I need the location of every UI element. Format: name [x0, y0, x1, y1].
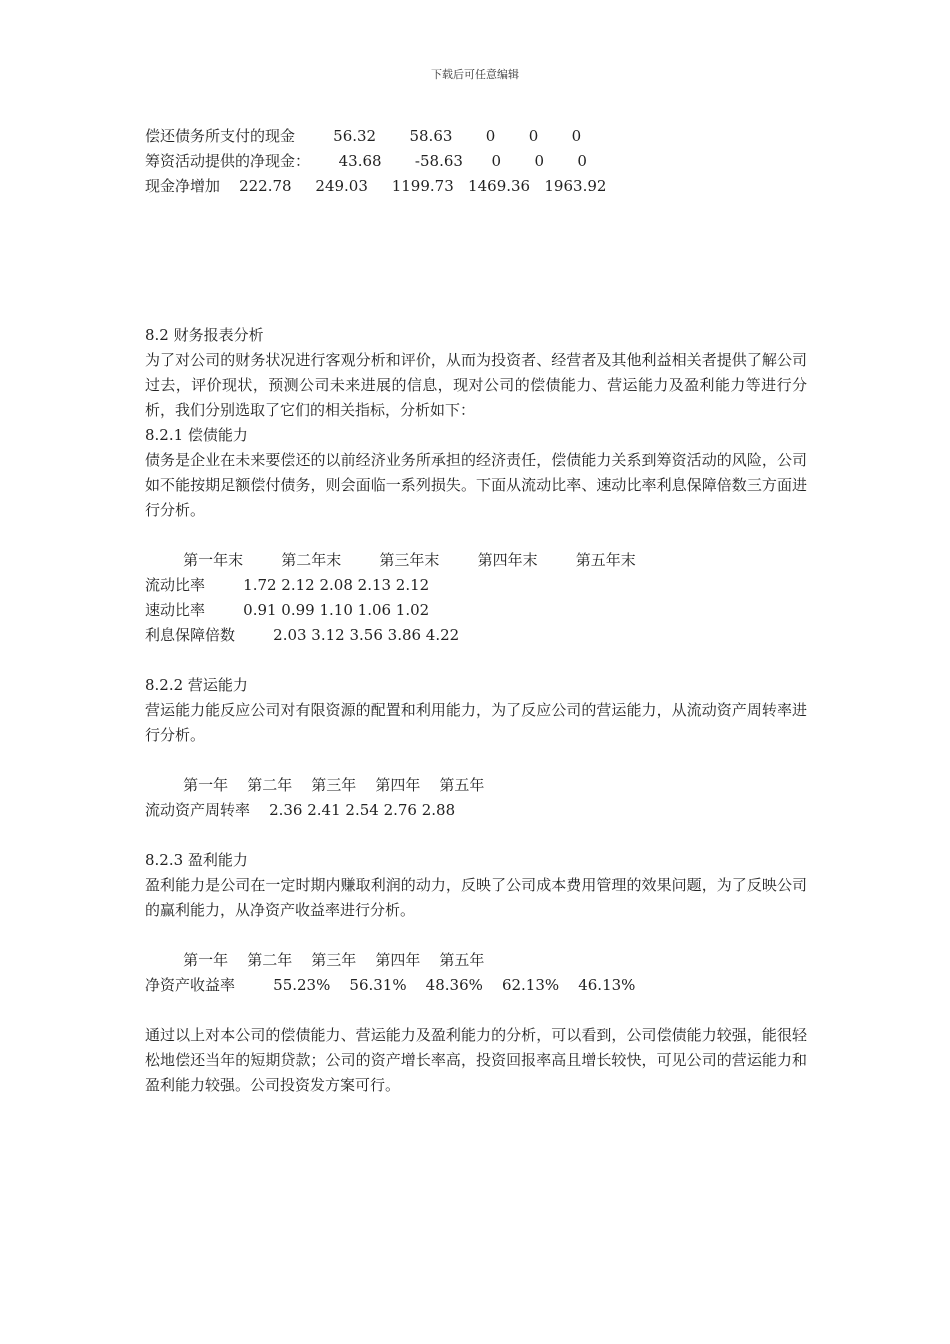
conclusion-paragraph: 通过以上对本公司的偿债能力、营运能力及盈利能力的分析，可以看到，公司偿债能力较强，能很轻松地偿还当年的短期贷款；公司的资产增长率高，投资回报率高且增长较快，可见公司的营运能力和盈利能力较强。公司投资发方案可行。: [145, 1026, 807, 1094]
section-title-8-2-3: 8.2.3 盈利能力: [145, 851, 248, 869]
solvency-row-interest-coverage: 利息保障倍数 2.03 3.12 3.56 3.86 4.22: [145, 626, 460, 644]
solvency-paragraph: 债务是企业在未来要偿还的以前经济业务所承担的经济责任，偿债能力关系到筹资活动的风险，公司如不能按期足额偿付债务，则会面临一系列损失。下面从流动比率、速动比率利息保障倍数三方面进行分析。: [145, 451, 807, 519]
profitability-table-header: 第一年 第二年 第三年 第四年 第五年: [145, 951, 485, 969]
page-header: 下载后可任意编辑: [431, 68, 519, 81]
profitability-row-roe: 净资产收益率 55.23% 56.31% 48.36% 62.13% 46.13%: [145, 976, 636, 994]
operating-table-header: 第一年 第二年 第三年 第四年 第五年: [145, 776, 485, 794]
spacer: [145, 998, 807, 1023]
solvency-row-current-ratio: 流动比率 1.72 2.12 2.08 2.13 2.12: [145, 576, 430, 594]
operating-paragraph: 营运能力能反应公司对有限资源的配置和利用能力，为了反应公司的营运能力，从流动资产周转率进行分析。: [145, 701, 807, 744]
section-intro: 为了对公司的财务状况进行客观分析和评价，从而为投资者、经营者及其他利益相关者提供了解公司过去，评价现状，预测公司未来进展的信息，现对公司的偿债能力、营运能力及盈利能力等进行分析，我们分别选取了它们的相关指标，分析如下：: [145, 351, 807, 419]
section-title-8-2-1: 8.2.1 偿债能力: [145, 426, 248, 444]
profitability-paragraph: 盈利能力是公司在一定时期内赚取利润的动力，反映了公司成本费用管理的效果问题，为了反映公司的赢利能力，从净资产收益率进行分析。: [145, 876, 807, 919]
cashflow-row: 偿还债务所支付的现金 56.32 58.63 0 0 0: [145, 127, 582, 145]
operating-row-turnover: 流动资产周转率 2.36 2.41 2.54 2.76 2.88: [145, 801, 456, 819]
cashflow-row: 筹资活动提供的净现金： 43.68 -58.63 0 0 0: [145, 152, 587, 170]
spacer: [145, 823, 807, 848]
spacer: [145, 923, 807, 948]
spacer: [145, 523, 807, 548]
section-title-8-2: 8.2 财务报表分析: [145, 326, 264, 344]
solvency-table-header: 第一年末 第二年末 第三年末 第四年末 第五年末: [145, 551, 636, 569]
section-title-8-2-2: 8.2.2 营运能力: [145, 676, 248, 694]
cashflow-block: [145, 124, 807, 199]
cashflow-row: 现金净增加 222.78 249.03 1199.73 1469.36 1963.92: [145, 177, 607, 195]
spacer: [145, 648, 807, 673]
solvency-row-quick-ratio: 速动比率 0.91 0.99 1.10 1.06 1.02: [145, 601, 430, 619]
spacer: [145, 748, 807, 773]
analysis-block: [145, 323, 807, 1098]
